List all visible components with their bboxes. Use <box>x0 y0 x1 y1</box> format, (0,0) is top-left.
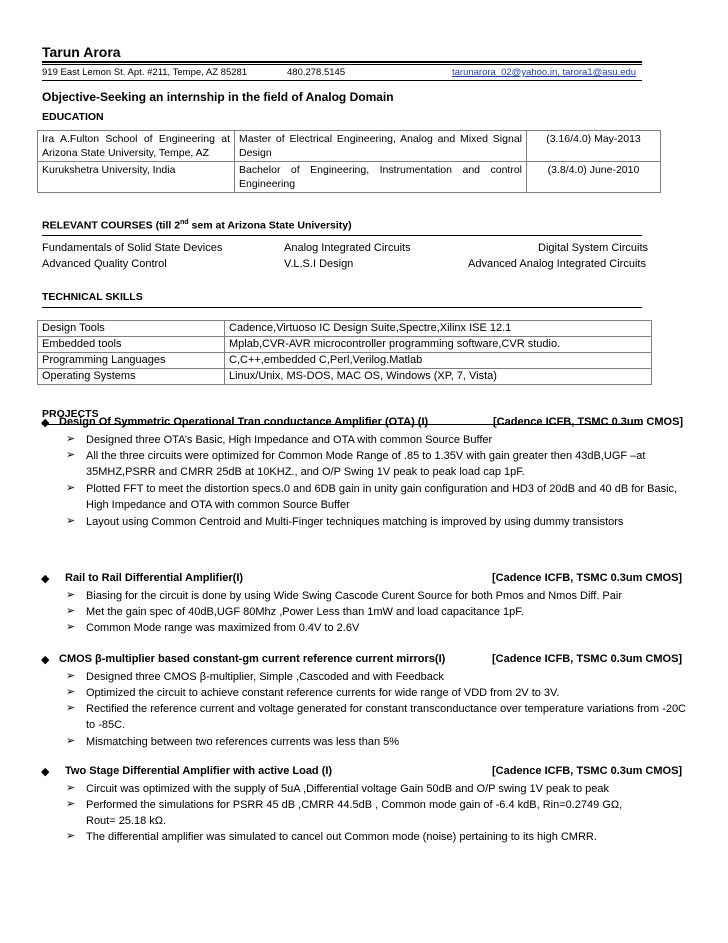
arrow-bullet-icon: ➢ <box>66 621 76 633</box>
arrow-bullet-icon: ➢ <box>66 735 76 747</box>
project-bullet: Common Mode range was maximized from 0.4V to 2.6V <box>86 622 360 634</box>
courses-heading <box>42 219 352 232</box>
objective: Objective-Seeking an internship in the field of Analog Domain <box>42 90 394 104</box>
project-bullet: Circuit was optimized with the supply of 5uA ,Differential voltage Gain 50dB and O/P swing 1V peak to peak <box>86 783 609 795</box>
courses-rule <box>42 235 642 236</box>
course-item: Digital System Circuits <box>538 242 649 254</box>
header-rule-top <box>42 61 642 63</box>
diamond-bullet-icon: ◆ <box>41 417 50 429</box>
skills-rule <box>42 307 642 308</box>
project-bullet-cont: Rout= 25.18 kΩ. <box>86 815 167 827</box>
project-bullet: Met the gain spec of 40dB,UGF 80Mhz ,Power Less than 1mW and load capacitance 1pF. <box>86 606 524 618</box>
project-bullet: Mismatching between two references currents was less than 5% <box>86 736 400 748</box>
skill-category: Operating Systems <box>38 369 225 385</box>
project-bullet: Rectified the reference current and voltage generated for constant transconductance over temperature variations from -20C to -85C. <box>86 703 686 731</box>
arrow-bullet-icon: ➢ <box>66 515 76 527</box>
table-row <box>38 162 661 193</box>
school: Ira A.Fulton School of Engineering at Arizona State University, Tempe, AZ <box>38 131 235 162</box>
diamond-bullet-icon: ◆ <box>41 573 50 585</box>
table-row <box>38 353 652 369</box>
arrow-bullet-icon: ➢ <box>66 798 76 810</box>
skill-value: Cadence,Virtuoso IC Design Suite,Spectre,Xilinx ISE 12.1 <box>225 321 652 337</box>
course-item: V.L.S.I Design <box>284 258 354 270</box>
degree: Master of Electrical Engineering, Analog and Mixed Signal Design <box>235 131 527 162</box>
project-tools: [Cadence ICFB, TSMC 0.3um CMOS] <box>492 572 683 584</box>
project-tools: [Cadence ICFB, TSMC 0.3um CMOS] <box>493 416 684 428</box>
project-bullet: Biasing for the circuit is done by using Wide Swing Cascode Curent Source for both Pmos and Nmos Diff. Pair <box>86 590 622 602</box>
course-item: Advanced Quality Control <box>42 258 167 270</box>
arrow-bullet-icon: ➢ <box>66 605 76 617</box>
project-bullet: Performed the simulations for PSRR 45 dB ,CMRR 44.5dB , Common mode gain of -6.4 kdB, Rin=0.2749 GΩ, <box>86 799 623 811</box>
skill-value: C,C++,embedded C,Perl,Verilog.Matlab <box>225 353 652 369</box>
table-row <box>38 131 661 162</box>
project-title: CMOS β-multiplier based constant-gm current reference current mirrors(I) <box>59 653 446 665</box>
email-link[interactable]: tarunarora_02@yahoo.in, tarora1@asu.edu <box>452 67 637 78</box>
skill-category: Design Tools <box>38 321 225 337</box>
education-heading: EDUCATION <box>42 111 104 123</box>
table-row <box>38 369 652 385</box>
arrow-bullet-icon: ➢ <box>66 482 76 494</box>
table-row <box>38 321 652 337</box>
phone: 480.278.5145 <box>287 67 346 78</box>
arrow-bullet-icon: ➢ <box>66 686 76 698</box>
skill-value: Linux/Unix, MS-DOS, MAC OS, Windows (XP, 7, Vista) <box>225 369 652 385</box>
arrow-bullet-icon: ➢ <box>66 782 76 794</box>
gpa-date: (3.16/4.0) May-2013 <box>527 131 661 162</box>
address: 919 East Lemon St. Apt. #211, Tempe, AZ 85281 <box>42 67 248 78</box>
project-bullet: The differential amplifier was simulated to cancel out Common mode (noise) pertaining to its high CMRR. <box>86 831 597 843</box>
degree: Bachelor of Engineering, Instrumentation and control Engineering <box>235 162 527 193</box>
table-row <box>38 337 652 353</box>
project-title: Rail to Rail Differential Amplifier(I) <box>65 572 244 584</box>
courses-heading-pre: RELEVANT COURSES (till 2 <box>42 219 181 232</box>
project-bullet: Optimized the circuit to achieve constant reference currents for wide range of VDD from 2V to 3V. <box>86 687 560 699</box>
skills-heading: TECHNICAL SKILLS <box>42 291 143 303</box>
project-bullet: All the three circuits were optimized for Common Mode Range of .85 to 1.35V with gain greater then 43dB,UGF –at 35MHZ,PSRR and CMRR 25dB at 10KHZ., and O/P Swing 1V peak to peak load cap 1pF. <box>86 450 646 478</box>
skill-value: Mplab,CVR-AVR microcontroller programming software,CVR studio. <box>225 337 652 353</box>
course-item: Fundamentals of Solid State Devices <box>42 242 223 254</box>
school: Kurukshetra University, India <box>38 162 235 193</box>
projects-heading: PROJECTS <box>42 408 99 420</box>
courses-heading-sup: nd <box>180 219 189 226</box>
course-item: Analog Integrated Circuits <box>284 242 411 254</box>
arrow-bullet-icon: ➢ <box>66 449 76 461</box>
project-bullet: Plotted FFT to meet the distortion specs.0 and 6DB gain in unity gain configuration and HD3 of 20dB and 40 dB for Basic, High Impedance and OTA with common Source Buffer <box>86 483 678 511</box>
contact-rule <box>42 80 642 81</box>
arrow-bullet-icon: ➢ <box>66 589 76 601</box>
candidate-name: Tarun Arora <box>42 44 121 60</box>
project-title: Design Of Symmetric Operational Tran conductance Amplifier (OTA) (I) <box>59 416 429 428</box>
project-tools: [Cadence ICFB, TSMC 0.3um CMOS] <box>492 653 683 665</box>
arrow-bullet-icon: ➢ <box>66 830 76 842</box>
arrow-bullet-icon: ➢ <box>66 702 76 714</box>
diamond-bullet-icon: ◆ <box>41 766 50 778</box>
project-bullet: Designed three OTA’s Basic, High Impedance and OTA with common Source Buffer <box>86 434 493 446</box>
arrow-bullet-icon: ➢ <box>66 670 76 682</box>
diamond-bullet-icon: ◆ <box>41 654 50 666</box>
education-table <box>37 130 661 193</box>
project-tools: [Cadence ICFB, TSMC 0.3um CMOS] <box>492 765 683 777</box>
gpa-date: (3.8/4.0) June-2010 <box>527 162 661 193</box>
skill-category: Programming Languages <box>38 353 225 369</box>
skills-table <box>37 320 652 385</box>
project-title: Two Stage Differential Amplifier with active Load (I) <box>65 765 333 777</box>
header-rule-bottom <box>42 64 642 65</box>
project-bullet: Layout using Common Centroid and Multi-Finger techniques matching is improved by using dummy transistors <box>86 516 624 528</box>
arrow-bullet-icon: ➢ <box>66 433 76 445</box>
skill-category: Embedded tools <box>38 337 225 353</box>
course-item: Advanced Analog Integrated Circuits <box>468 258 646 270</box>
project-bullet: Designed three CMOS β-multiplier, Simple ,Cascoded and with Feedback <box>86 671 444 683</box>
courses-heading-post: sem at Arizona State University) <box>188 219 352 232</box>
